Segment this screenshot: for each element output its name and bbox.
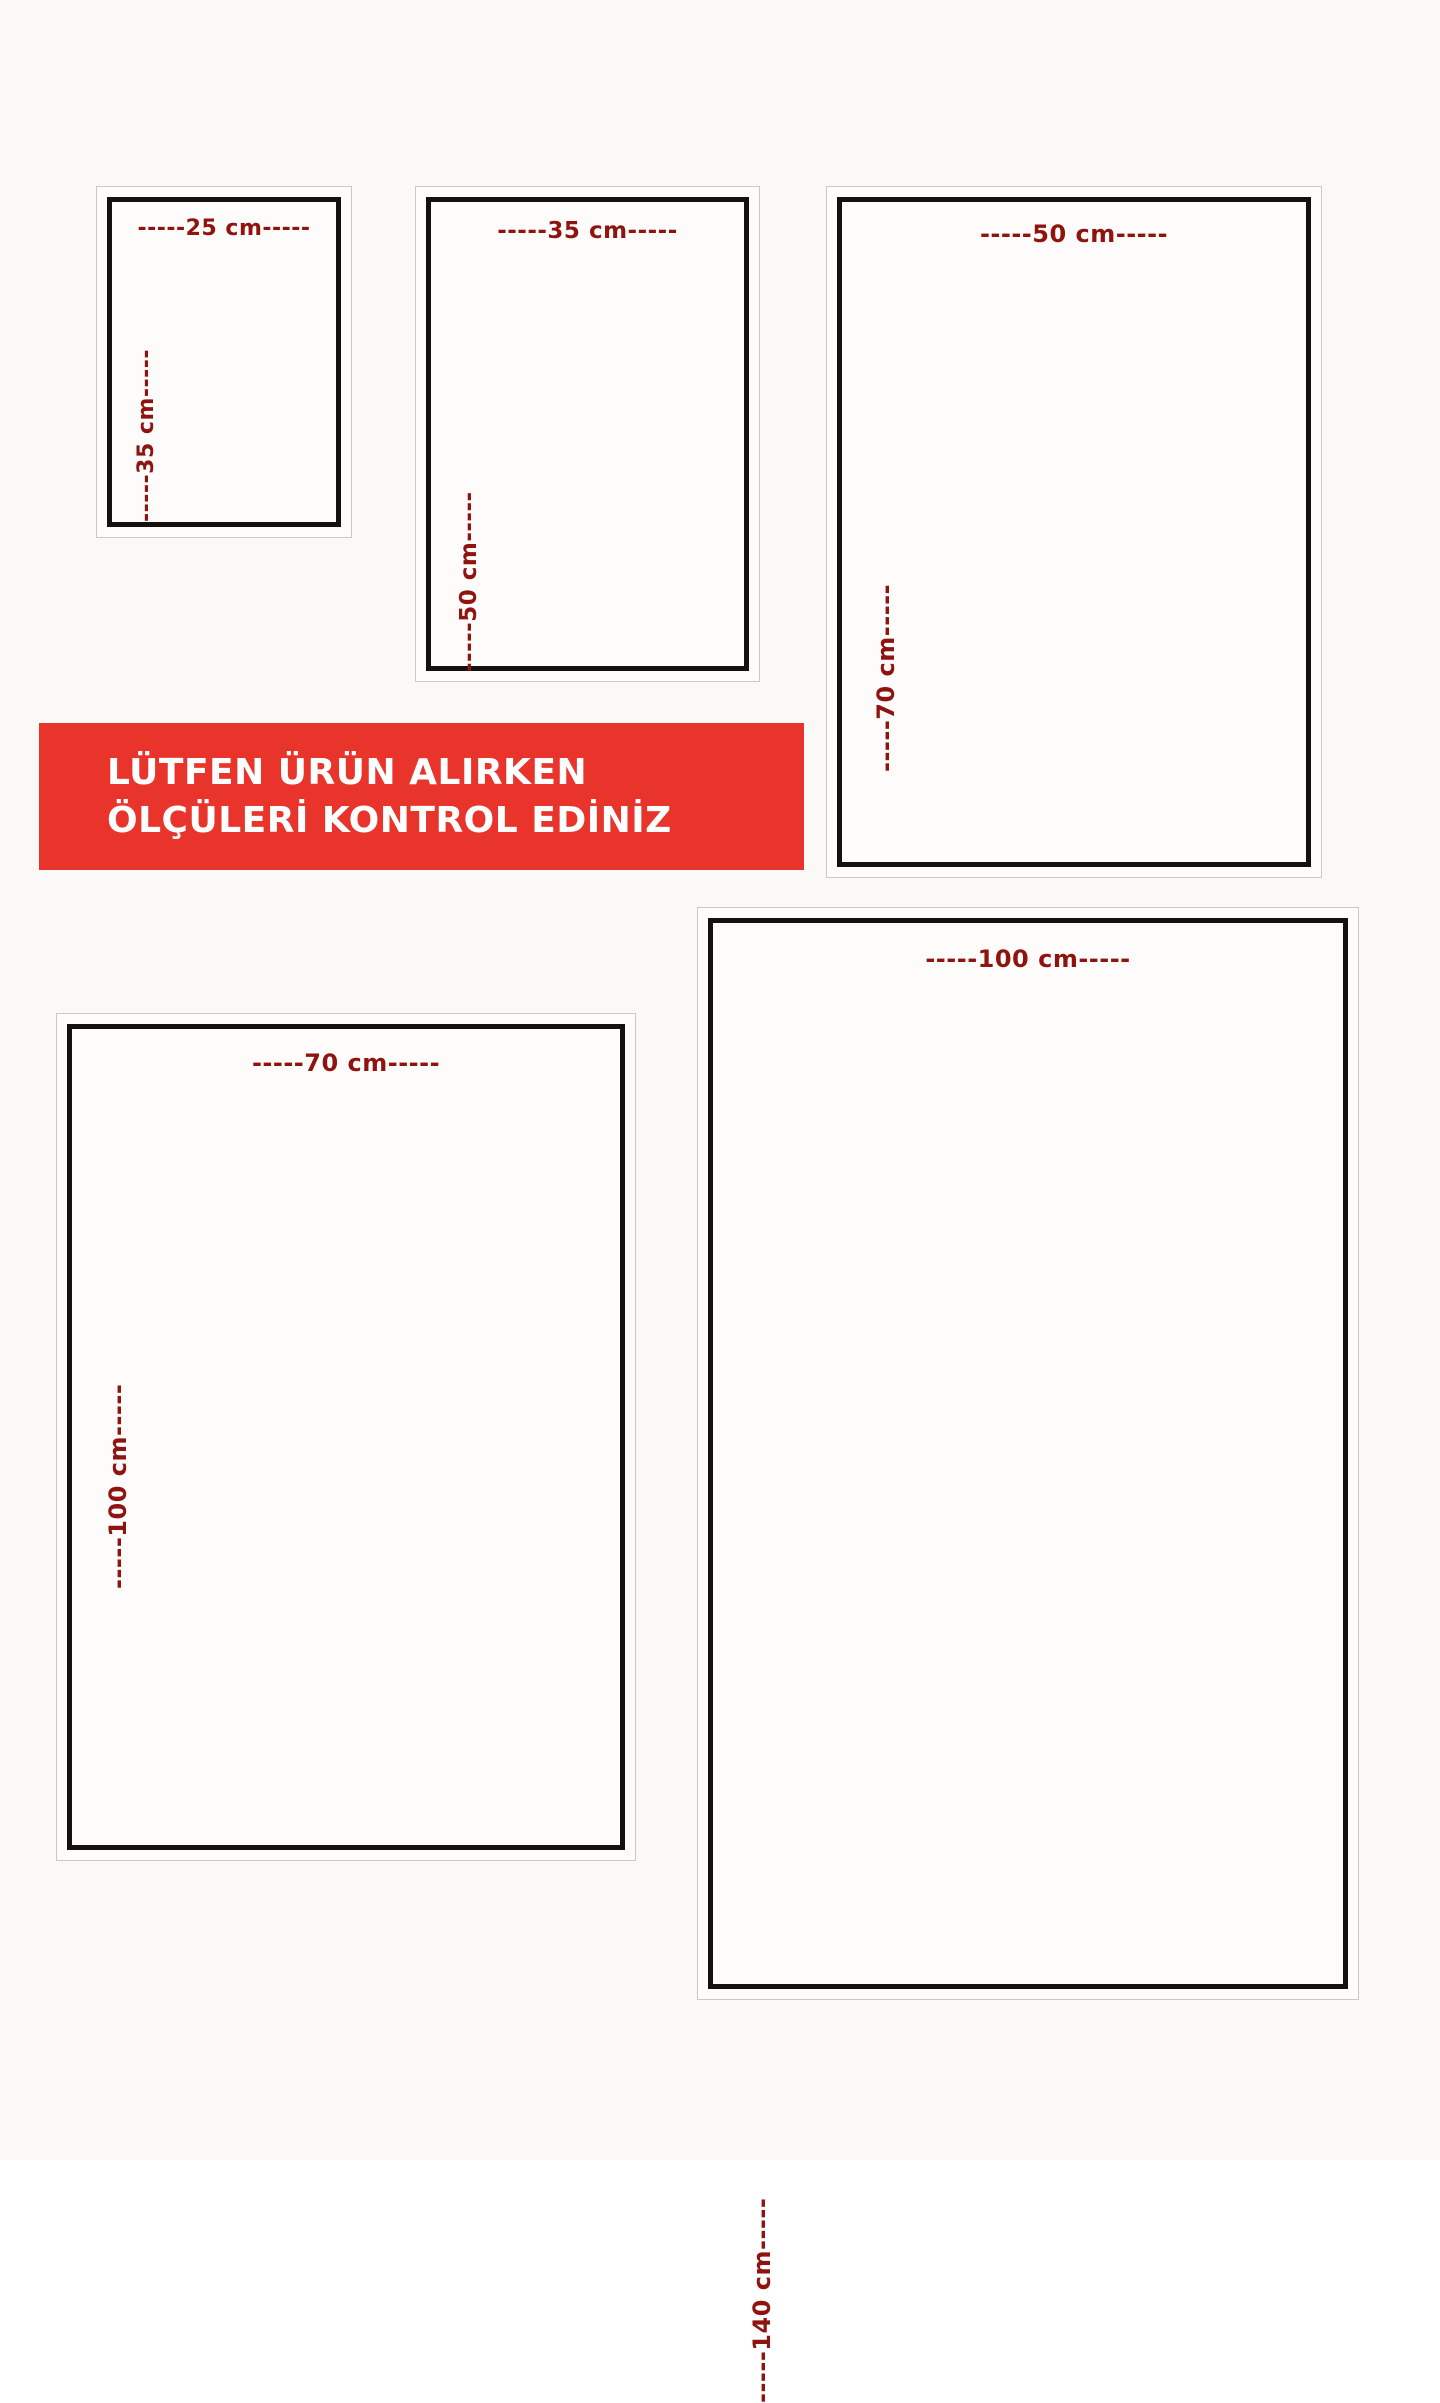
size-frame-inner (837, 197, 1311, 867)
size-frame-100x140 (697, 907, 1359, 2403)
size-frame-50x70 (826, 186, 1322, 878)
notice-line-1: LÜTFEN ÜRÜN ALIRKEN (107, 751, 588, 793)
height-dimension-label: -----35 cm----- (134, 348, 159, 522)
size-frame-70x100 (56, 1013, 636, 1861)
height-dimension-label: -----140 cm----- (748, 2197, 776, 2403)
size-frame-inner (67, 1024, 625, 1850)
size-frame-25x35 (96, 186, 352, 538)
height-dimension-label: -----100 cm----- (104, 1383, 132, 1589)
notice-banner (39, 723, 804, 870)
width-dimension-label: -----50 cm----- (979, 220, 1169, 248)
size-frame-35x50 (415, 186, 760, 682)
width-dimension-label: -----35 cm----- (497, 218, 678, 244)
size-frame-inner (107, 197, 341, 527)
width-dimension-label: -----25 cm----- (137, 216, 311, 241)
width-dimension-label: -----70 cm----- (251, 1049, 441, 1077)
size-frame-inner (708, 918, 1348, 2403)
size-frame-inner (426, 197, 749, 671)
width-dimension-label: -----100 cm----- (925, 945, 1131, 973)
height-dimension-label: -----50 cm----- (456, 491, 482, 672)
notice-line-2: ÖLÇÜLERİ KONTROL EDİNİZ (107, 799, 672, 841)
height-dimension-label: -----70 cm----- (872, 583, 900, 772)
